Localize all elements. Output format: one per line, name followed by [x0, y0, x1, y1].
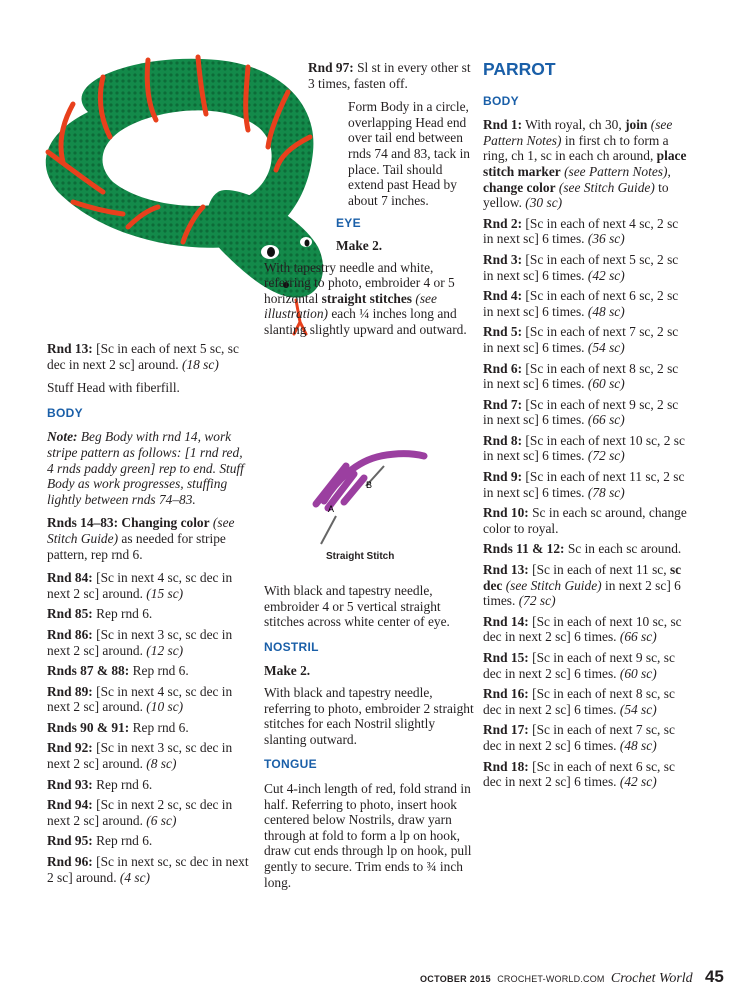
round-label: Rnd 9:	[483, 469, 523, 485]
round-text: [Sc in each of next 10 sc, 2 sc in next sc] 6 times.	[483, 432, 685, 464]
round-text: [Sc in each of next 9 sc, 2 sc in next sc] 6 times.	[483, 396, 679, 428]
nostril-make: Make 2.	[264, 663, 311, 679]
round-item	[47, 627, 252, 658]
round-label: Rnd 84:	[47, 570, 93, 586]
column-middle-lower	[264, 583, 476, 898]
round-text: [Sc in next 2 sc, sc dec in next 2 sc] around.	[47, 797, 233, 828]
round-text: [Sc in each of next 11 sc, 2 sc in next sc] 6 times.	[483, 469, 685, 500]
round-item	[47, 777, 252, 793]
parrot-round-list-a	[483, 216, 688, 557]
round-label: Rnd 15:	[483, 650, 529, 665]
round-text: Sc in each sc around, change color to royal.	[483, 505, 687, 536]
round-text: [Sc in each of next 5 sc, 2 sc in next sc] 6 times.	[483, 251, 679, 283]
page-number: 45	[704, 967, 724, 986]
round-count: (42 sc)	[587, 267, 625, 283]
round-text: [Sc in next sc, sc dec in next 2 sc] around.	[47, 854, 249, 885]
round-text: Rep rnd 6.	[129, 663, 189, 679]
tongue-instructions: Cut 4-inch length of red, fold strand in half. Referring to photo, insert hook centered below Nostrils, draw yarn through at fold to form a lp on hook, draw cut ends through lp on hook, pull gently to secure. Trim ends to ¾ inch long.	[264, 780, 472, 890]
round-count: (60 sc)	[619, 665, 657, 681]
round-item	[47, 740, 252, 771]
round-item	[483, 505, 688, 536]
round-label: Rnd 16:	[483, 686, 529, 702]
round-item	[47, 720, 252, 736]
round-count: (72 sc)	[587, 448, 625, 464]
eye-instructions: With tapestry needle and white, referring to photo, embroider 4 or 5 horizontal straight stitches (see illustration) each ¼ inches long and slanting slightly upward and outward.	[264, 259, 467, 337]
body-heading: BODY	[47, 405, 83, 420]
round-label: Rnd 10:	[483, 505, 529, 521]
round-count: (78 sc)	[587, 484, 625, 500]
parrot-round-list-b	[483, 614, 688, 790]
parrot-title: PARROT	[483, 59, 556, 79]
round-item	[483, 361, 688, 392]
round-count: (10 sc)	[146, 699, 184, 715]
round-label: Rnd 17:	[483, 722, 529, 738]
round-text: [Sc in next 4 sc, sc dec in next 2 sc] around.	[47, 570, 233, 601]
round-item	[483, 324, 688, 355]
round-item	[483, 433, 688, 464]
round-text: [Sc in each of next 7 sc, sc dec in next 2 sc] 6 times.	[483, 722, 675, 753]
point-a-label: A	[328, 504, 335, 514]
round-label: Rnd 7:	[483, 396, 523, 412]
illustration-caption: Straight Stitch	[326, 551, 395, 562]
nostril-instructions: With black and tapestry needle, referring to photo, embroider 2 straight stitches for each Nostril slightly slanting outward.	[264, 684, 474, 747]
round-item	[483, 686, 688, 717]
round-count: (8 sc)	[146, 756, 177, 772]
round-count: (36 sc)	[587, 231, 625, 247]
round-count: (48 sc)	[619, 737, 657, 753]
round-count: (54 sc)	[587, 339, 625, 355]
parrot-body-heading: BODY	[483, 93, 519, 108]
parrot-rnd1: Rnd 1: With royal, ch 30, join (see Pattern Notes) in first ch to form a ring, ch 1, sc in each ch around, place stitch marker (see Pattern Notes), change color (see Stitch Guide) to yellow. (30 sc)	[483, 117, 687, 211]
column-left	[47, 341, 252, 890]
round-label: Rnd 3:	[483, 251, 523, 267]
round-text: [Sc in next 4 sc, sc dec in next 2 sc] around.	[47, 683, 233, 715]
round-label: Rnd 14:	[483, 613, 529, 629]
round-label: Rnd 93:	[47, 776, 93, 792]
round-label: Rnd 4:	[483, 288, 523, 304]
black-eye-instructions: With black and tapestry needle, embroider 4 or 5 vertical straight stitches across white center of eye.	[264, 583, 450, 630]
rnds-14-83: Rnds 14–83: Changing color (see Stitch Guide) as needed for stripe pattern, rep rnd 6.	[47, 515, 235, 562]
stuff-head: Stuff Head with fiberfill.	[47, 380, 180, 396]
round-item	[483, 541, 688, 557]
footer-month: OCTOBER 2015	[420, 974, 491, 984]
round-item	[483, 759, 688, 790]
round-count: (48 sc)	[587, 303, 625, 319]
round-text: [Sc in each of next 9 sc, sc dec in next 2 sc] 6 times.	[483, 650, 675, 681]
round-item	[47, 833, 252, 849]
round-text: [Sc in each of next 7 sc, 2 sc in next sc] 6 times.	[483, 324, 679, 355]
page-footer	[420, 967, 724, 987]
round-label: Rnd 18:	[483, 758, 529, 774]
round-item	[47, 663, 252, 679]
round-item	[47, 570, 252, 601]
tongue-heading: TONGUE	[264, 757, 317, 772]
round-item	[483, 469, 688, 500]
round-text: Rep rnd 6.	[92, 606, 153, 622]
round-label: Rnd 96:	[47, 854, 93, 870]
round-text: Rep rnd 6.	[92, 776, 153, 792]
round-count: (42 sc)	[619, 774, 657, 790]
round-text: [Sc in each of next 6 sc, 2 sc in next sc] 6 times.	[483, 288, 679, 319]
round-label: Rnds 11 & 12:	[483, 541, 565, 557]
round-item	[483, 614, 688, 645]
round-text: Sc in each sc around.	[564, 541, 682, 557]
round-item	[47, 854, 252, 885]
round-label: Rnds 87 & 88:	[47, 663, 130, 679]
round-item	[483, 252, 688, 283]
straight-stitch-illustration	[306, 436, 436, 551]
column-middle	[264, 60, 476, 346]
round-text: [Sc in each of next 8 sc, sc dec in next 2 sc] 6 times.	[483, 686, 675, 717]
round-label: Rnd 89:	[47, 683, 93, 699]
round-label: Rnd 8:	[483, 432, 523, 448]
body-note: Note: Beg Body with rnd 14, work stripe pattern as follows: [1 rnd red, 4 rnds paddy green] rep to end. Stuff Body as work progresses, stuffing lightly between rnds 74–83.	[47, 429, 244, 507]
round-item	[47, 797, 252, 828]
round-text: [Sc in each of next 4 sc, 2 sc in next sc] 6 times.	[483, 215, 679, 247]
round-label: Rnd 95:	[47, 833, 93, 849]
round-label: Rnd 85:	[47, 606, 93, 622]
round-count: (6 sc)	[146, 812, 177, 828]
round-count: (60 sc)	[587, 376, 625, 392]
round-item	[483, 216, 688, 247]
rnd97: Rnd 97: Sl st in every other st 3 times, fasten off.	[308, 60, 471, 91]
round-count: (66 sc)	[587, 412, 625, 428]
round-text: [Sc in each of next 10 sc, sc dec in next 2 sc] 6 times.	[483, 613, 682, 645]
round-count: (4 sc)	[119, 869, 151, 885]
round-text: Rep rnd 6.	[129, 719, 189, 735]
round-label: Rnd 6:	[483, 360, 523, 376]
round-item	[483, 722, 688, 753]
round-label: Rnd 94:	[47, 797, 93, 813]
round-label: Rnds 90 & 91:	[47, 719, 130, 735]
eye-heading: EYE	[336, 216, 361, 231]
footer-site: CROCHET-WORLD.COM	[497, 974, 605, 984]
eye-make: Make 2.	[336, 237, 383, 253]
round-text: Rep rnd 6.	[92, 833, 153, 849]
round-text: [Sc in each of next 6 sc, sc dec in next 2 sc] 6 times.	[483, 758, 675, 790]
round-text: [Sc in each of next 8 sc, 2 sc in next sc] 6 times.	[483, 360, 679, 392]
point-b-label: B	[366, 480, 373, 490]
column-right	[483, 59, 688, 795]
round-count: (54 sc)	[619, 701, 657, 717]
round-label: Rnd 92:	[47, 740, 93, 756]
round-item	[483, 397, 688, 428]
round-item	[47, 684, 252, 715]
rnd13-snake: Rnd 13: [Sc in each of next 5 sc, sc dec in next 2 sc] around. (18 sc)	[47, 341, 239, 372]
nostril-heading: NOSTRIL	[264, 639, 319, 654]
round-item	[483, 650, 688, 681]
round-count: (15 sc)	[146, 585, 184, 601]
round-item	[47, 606, 252, 622]
snake-round-list	[47, 570, 252, 885]
round-item	[483, 288, 688, 319]
round-label: Rnd 2:	[483, 215, 523, 231]
parrot-rnd13: Rnd 13: [Sc in each of next 11 sc, sc dec (see Stitch Guide) in next 2 sc] 6 times. (72 sc)	[483, 562, 682, 609]
round-count: (12 sc)	[146, 642, 184, 658]
round-text: [Sc in next 3 sc, sc dec in next 2 sc] around.	[47, 626, 233, 658]
round-text: [Sc in next 3 sc, sc dec in next 2 sc] around.	[47, 740, 233, 772]
round-label: Rnd 5:	[483, 324, 523, 340]
round-count: (66 sc)	[619, 629, 657, 645]
footer-magazine: Crochet World	[610, 971, 693, 986]
round-label: Rnd 86:	[47, 626, 93, 642]
form-body: Form Body in a circle, overlapping Head end over tail end between rnds 74 and 83, tack in place. Tail should extend past Head by about 7 inches.	[348, 99, 470, 208]
